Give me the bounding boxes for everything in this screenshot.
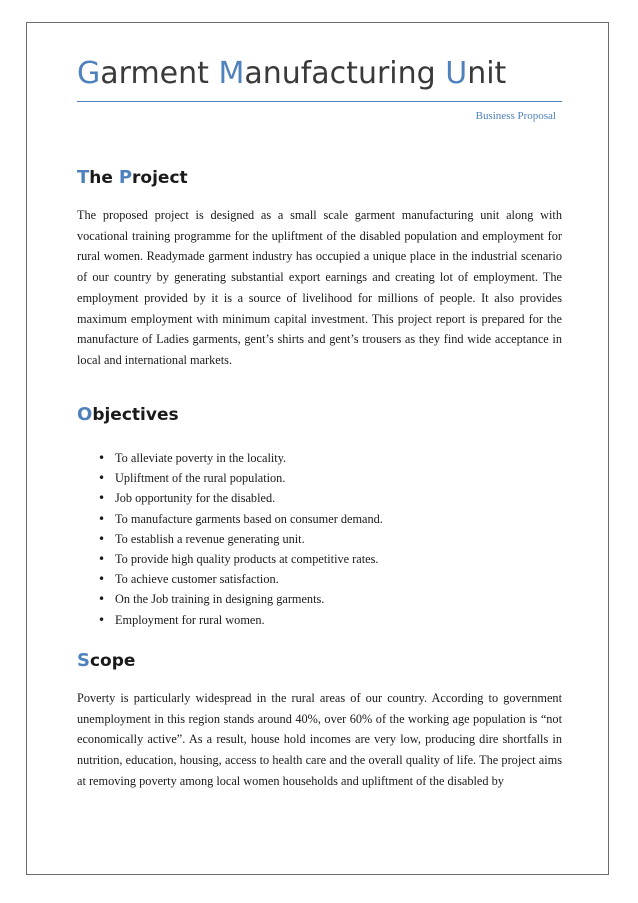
objective-item: • To achieve customer satisfaction. <box>77 569 562 589</box>
scope-paragraph: Poverty is particularly widespread in the rural areas of our country. According to government unemployment in this region stands around 40%, over 60% of the working age population is “not economically active”. As a result, house hold incomes are very low, producing dire shortfalls in nutrition, education, housing, access to health care and the overall quality of life. The project aims at removing poverty among local women households and upliftment of the disabled by <box>77 691 562 788</box>
project-heading-initial-p: P <box>118 167 133 188</box>
project-heading-text-roject: roject <box>132 168 188 188</box>
objectives-heading-initial: O <box>77 404 93 425</box>
objective-item: • To manufacture garments based on consumer demand. <box>77 509 562 529</box>
section-heading-objectives <box>77 403 179 427</box>
objective-item: • On the Job training in designing garments. <box>77 589 562 609</box>
objectives-list <box>77 448 562 630</box>
objectives-heading-text: bjectives <box>92 405 179 425</box>
project-heading-text-he: he <box>89 168 119 188</box>
title-initial-g: G <box>77 56 101 91</box>
document-title <box>77 52 506 96</box>
title-initial-m: M <box>218 56 245 91</box>
title-text-nit: nit <box>467 56 507 91</box>
project-heading-initial-t: T <box>77 167 90 188</box>
title-text-arment: arment <box>100 56 219 91</box>
section-heading-scope <box>77 649 135 673</box>
objective-item: • To provide high quality products at competitive rates. <box>77 549 562 569</box>
title-text-anufacturing: anufacturing <box>244 56 446 91</box>
objective-item: • Upliftment of the rural population. <box>77 468 562 488</box>
title-initial-u: U <box>445 56 468 91</box>
project-paragraph: The proposed project is designed as a small scale garment manufacturing unit along with vocational training programme for the upliftment of the disabled population and employment for rural women. Readymade garment industry has occupied a unique place in the industrial scenario of our country by generating substantial export earnings and creating lot of employment. The employment provided by it is a source of livelihood for millions of people. It also provides maximum employment with minimum capital investment. This project report is prepared for the manufacture of Ladies garments, gent’s shirts and gent’s trousers as they find wide acceptance in local and international markets. <box>77 208 562 367</box>
section-heading-project <box>77 166 188 190</box>
scope-heading-initial: S <box>77 650 90 671</box>
objective-item: • Employment for rural women. <box>77 610 562 630</box>
objective-item: • Job opportunity for the disabled. <box>77 488 562 508</box>
objective-item: • To establish a revenue generating unit. <box>77 529 562 549</box>
scope-heading-text: cope <box>89 651 136 671</box>
objective-item: • To alleviate poverty in the locality. <box>77 448 562 468</box>
document-subtitle: Business Proposal <box>475 110 556 122</box>
title-underline <box>77 101 562 102</box>
